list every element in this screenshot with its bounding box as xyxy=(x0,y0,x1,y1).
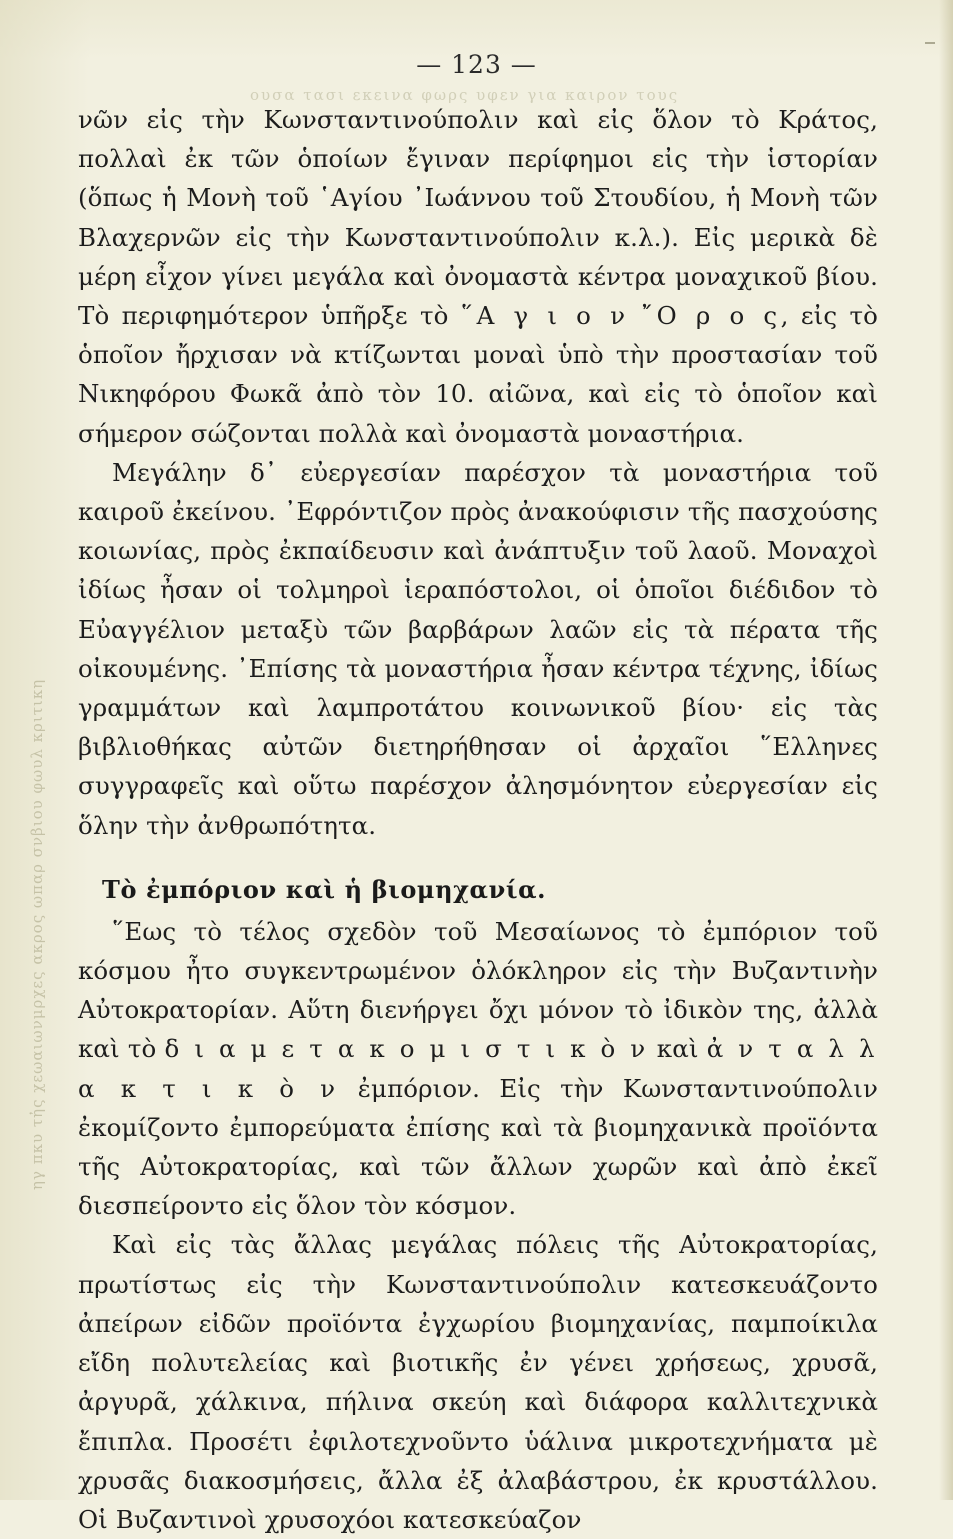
paragraph-3-text-c: ἐμπόριον. Εἰς τὴν Κωνσταντινούπολιν ἐκομίζοντο ἐμπορεύματα ἐπίσης καὶ τὰ βιομηχανικὰ προϊόντα τῆς Αὐτοκρατορίας, καὶ τῶν ἄλλων χωρῶν καὶ ἀπὸ ἐκεῖ διεσπείροντο εἰς ὅλον τὸν κόσμον. xyxy=(78,1073,878,1221)
paragraph-1-text-a: νῶν εἰς τὴν Κωνσταντινούπολιν καὶ εἰς ὅλον τὸ Κράτος, πολλαὶ ἐκ τῶν ὁποίων ἔγιναν περίφημοι εἰς τὴν ἱστορίαν (ὅπως ἡ Μονὴ τοῦ ῾Αγίου ᾿Ιωάννου τοῦ Στουδίου, ἡ Μονὴ τῶν Βλαχερνῶν εἰς τὴν Κωνσταντινούπολιν κ.λ.). Εἰς μερικὰ δὲ μέρη εἶχον γίνει μεγάλα καὶ ὀνομαστὰ κέντρα μοναχικοῦ βίου. Τὸ περιφημότερον ὑπῆρξε τὸ xyxy=(78,105,878,331)
emphasis-oros: ῎Ο ρ ο ς xyxy=(640,301,781,331)
emphasis-agion: ῞Α γ ι ο ν xyxy=(460,301,629,331)
paragraph-3-text-a: ῞Εως τὸ τέλος σχεδὸν τοῦ Μεσαίωνος τὸ ἐμπόριον τοῦ κόσμου ἦτο συγκεντρωμένον ὁλόκληρον εἰς τὴν Βυζαντινὴν Αὐτοκρατορίαν. Αὕτη διενήργει ὄχι μόνον τὸ ἰδικὸν της, ἀλλὰ καὶ τὸ xyxy=(78,916,878,1064)
paragraph-block-1 xyxy=(78,100,878,453)
page-body xyxy=(78,100,878,1539)
page-edge-shadow xyxy=(939,0,953,1500)
paragraph-4: Καὶ εἰς τὰς ἄλλας μεγάλας πόλεις τῆς Αὐτοκρατορίας, πρωτίστως εἰς τὴν Κωνσταντινούπολιν κατεσκευάζοντο ἀπείρων εἰδῶν προϊόντα ἐγχωρίου βιομηχανίας, παμποίκιλα εἴδη πολυτελείας καὶ βιοτικῆς ἐν γένει χρήσεως, χρυσᾶ, ἀργυρᾶ, χάλκινα, πήλινα σκεύη καὶ διάφορα καλλιτεχνικὰ ἔπιπλα. Προσέτι ἐφιλοτεχνοῦντο ὑάλινα μικροτεχνήματα μὲ χρυσᾶς διακοσμήσεις, ἄλλα ἐξ ἀλαβάστρου, ἐκ κρυστάλλου. Οἱ Βυζαντινοὶ χρυσοχόοι κατεσκεύαζον xyxy=(78,1230,878,1534)
paragraph-1-gap xyxy=(629,301,641,330)
page-corner-mark xyxy=(925,42,935,44)
paragraph-block-4 xyxy=(78,1225,878,1539)
section-heading-commerce: Τὸ ἐμπόριον καὶ ἡ βιομηχανία. xyxy=(102,874,547,904)
paragraph-block-3 xyxy=(78,912,878,1226)
paragraph-2: Μεγάλην δ᾽ εὐεργεσίαν παρέσχον τὰ μοναστήρια τοῦ καιροῦ ἐκείνου. ᾿Εφρόντιζον πρὸς ἀνακούφισιν τῆς πασχούσης κοιωνίας, πρὸς ἐκπαίδευσιν καὶ ἀνάπτυξιν τοῦ λαοῦ. Μοναχοὶ ἰδίως ἦσαν οἱ τολμηροὶ ἱεραπόστολοι, οἱ ὁποῖοι διέδιδον τὸ Εὐαγγέλιον μεταξὺ τῶν βαρβάρων λαῶν εἰς τὰ πέρατα τῆς οἰκουμένης. ᾿Επίσης τὰ μοναστήρια ἦσαν κέντρα τέχνης, ἰδίως γραμμάτων καὶ λαμπροτάτου κοινωνικοῦ βίου· εἰς τὰς βιβλιοθήκας αὐτῶν διετηρήθησαν οἱ ἀρχαῖοι ῞Ελληνες συγγραφεῖς καὶ οὕτω παρέσχον ἀλησμόνητον εὐεργεσίαν εἰς ὅλην τὴν ἀνθρωπότητα. xyxy=(78,457,878,840)
bleed-through-left: ηγ πκυ τἠς χεωαιωνμρχες ακρος ωπαρ σνβιου φωυλ κριτικη xyxy=(28,678,46,1190)
page-number: — 123 — xyxy=(416,50,537,79)
paragraph-1-text-b: , εἰς τὸ ὁποῖον ἤρχισαν νὰ κτίζωνται μοναὶ ὑπὸ τὴν προστασίαν τοῦ Νικηφόρου Φωκᾶ ἀπὸ τὸν 10. αἰῶνα, καὶ εἰς τὸ ὁποῖον καὶ σήμερον σώζονται πολλὰ καὶ ὀνομαστὰ μοναστήρια. xyxy=(78,301,878,448)
emphasis-antallaktikon: ἀ ν τ α λ λ α κ τ ι κ ὸ ν xyxy=(78,1034,878,1103)
paragraph-3 xyxy=(78,912,878,1226)
emphasis-diametakomistikon: δ ι α μ ε τ α κ ο μ ι σ τ ι κ ὸ ν xyxy=(164,1034,649,1064)
bleed-through-top: ουσα τασι εκεινα φωρς υφεν για καιρον τους xyxy=(250,86,680,104)
paragraph-1 xyxy=(78,100,878,453)
paragraph-block-2 xyxy=(78,453,878,845)
paragraph-3-text-b: καὶ xyxy=(648,1034,707,1064)
